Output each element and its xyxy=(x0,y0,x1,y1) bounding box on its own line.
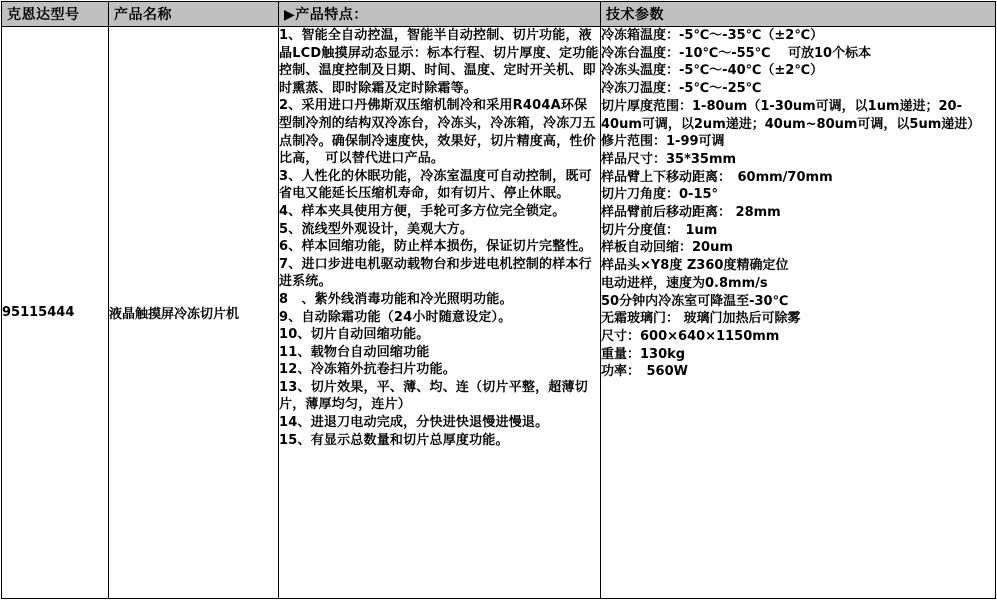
param-item: 电动进样，速度为0.8mm/s xyxy=(601,275,768,291)
param-item: 冷冻头温度：-5℃～-40℃（±2℃） xyxy=(601,63,824,79)
param-item: 功率： 560W xyxy=(601,364,688,380)
feature-item: 14、进退刀电动完成，分快进快退慢进慢退。 xyxy=(279,415,549,431)
feature-item: 10、切片自动回缩功能。 xyxy=(279,327,430,343)
param-item: 冷冻箱温度：-5℃～-35℃（±2℃） xyxy=(601,28,824,43)
header-tech-params: 技术参数 xyxy=(601,2,996,27)
feature-item: 2、采用进口丹佛斯双压缩机制冷和采用R404A环保型制冷剂的结构双冷冻台，冷冻头，冷冻箱，冷冻刀五点制冷。确保制冷速度快，效果好，切片精度高，性价比高， 可以替代进口产品。 xyxy=(279,98,596,167)
tech-params-cell xyxy=(601,27,996,599)
feature-item: 13、切片效果，平、薄、均、连（切片平整，超薄切片，薄厚均匀，连片） xyxy=(279,379,588,413)
table-row xyxy=(2,27,996,599)
feature-item: 7、进口步进电机驱动载物台和步进电机控制的样本行进系统。 xyxy=(279,256,592,290)
feature-item: 5、流线型外观设计，美观大方。 xyxy=(279,221,474,237)
feature-item: 6、样本回缩功能，防止样本损伤，保证切片完整性。 xyxy=(279,239,592,255)
param-item: 样品臂前后移动距离： 28mm xyxy=(601,205,781,221)
product-spec-table xyxy=(1,1,996,599)
header-model: 克恩达型号 xyxy=(2,2,109,27)
param-item: 修片范围：1-99可调 xyxy=(601,134,725,150)
feature-item: 4、样本夹具使用方便，手轮可多方位完全锁定。 xyxy=(279,203,566,219)
features-cell xyxy=(279,27,601,599)
model-cell: 95115444 xyxy=(2,27,109,599)
param-item: 切片厚度范围：1-80um（1-30um可调，以1um递进；20-40um可调，以2um递进；40um~80um可调，以5um递进） xyxy=(601,98,981,132)
param-item: 冷冻刀温度：-5℃～-25℃ xyxy=(601,81,762,97)
param-item: 切片刀角度：0-15° xyxy=(601,187,719,203)
param-item: 50分钟内冷冻室可降温至-30℃ xyxy=(601,293,789,309)
param-item: 样品头×Y8度 Z360度精确定位 xyxy=(601,258,789,274)
param-item: 无霜玻璃门： 玻璃门加热后可除雾 xyxy=(601,311,801,327)
feature-item: 3、人性化的休眠功能，冷冻室温度可自动控制，既可省电又能延长压缩机寿命，如有切片、停止休眠。 xyxy=(279,168,592,202)
product-name-cell: 液晶触摸屏冷冻切片机 xyxy=(109,27,279,599)
feature-item: 12、冷冻箱外抗卷扫片功能。 xyxy=(279,362,456,378)
feature-item: 11、载物台自动回缩功能 xyxy=(279,344,430,360)
feature-item: 9、自动除霜功能（24小时随意设定）。 xyxy=(279,309,512,325)
param-item: 样品臂上下移动距离： 60mm/70mm xyxy=(601,169,833,185)
header-features: ▶产品特点： xyxy=(279,2,601,27)
param-item: 尺寸：600×640×1150mm xyxy=(601,328,780,344)
param-item: 样品尺寸：35*35mm xyxy=(601,151,737,167)
header-product-name: 产品名称 xyxy=(109,2,279,27)
param-item: 重量：130kg xyxy=(601,346,686,362)
feature-item: 1、智能全自动控温，智能半自动控制、切片功能，液晶LCD触摸屏动态显示：标本行程、切片厚度、定功能控制、温度控制及日期、时间、温度、定时开关机、即时熏蒸、即时除霜及定时除霜等。 xyxy=(279,28,599,96)
param-item: 样板自动回缩：20um xyxy=(601,240,733,256)
param-item: 冷冻台温度：-10℃～-55℃ 可放10个标本 xyxy=(601,45,872,61)
header-row xyxy=(2,2,996,27)
feature-item: 8 、紫外线消毒功能和冷光照明功能。 xyxy=(279,291,513,307)
feature-item: 15、有显示总数量和切片总厚度功能。 xyxy=(279,432,509,448)
param-item: 切片分度值： 1um xyxy=(601,222,718,238)
